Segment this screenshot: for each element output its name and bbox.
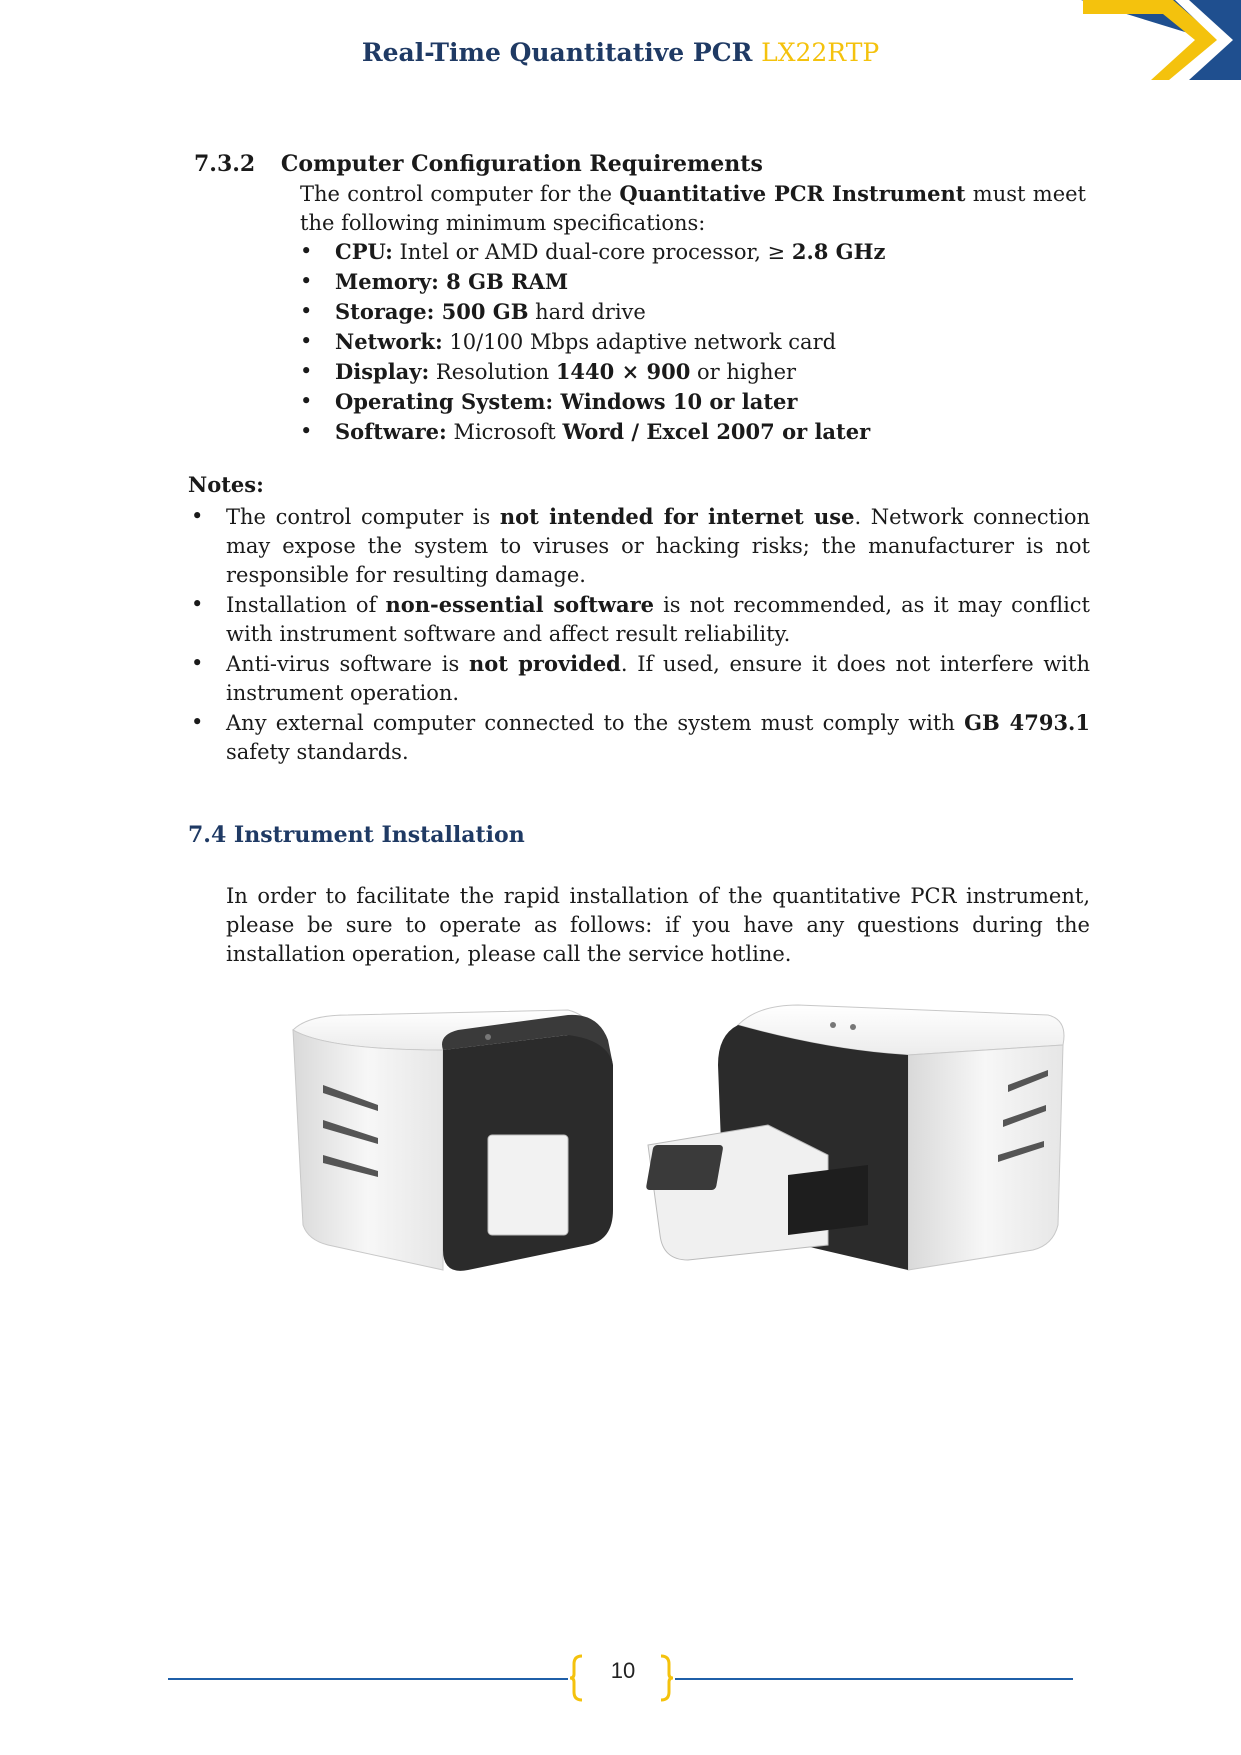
intro-bold: Quantitative PCR Instrument — [619, 181, 966, 206]
note-item: • Anti-virus software is not provided. If used, ensure it does not interfere with instrument operation. — [188, 649, 1090, 708]
spec-item: • Operating System: Windows 10 or later — [300, 387, 1086, 417]
section-intro — [300, 179, 1086, 238]
spec-item: • CPU: Intel or AMD dual-core processor, ≥ 2.8 GHz — [300, 237, 1086, 267]
spec-item: • Network: 10/100 Mbps adaptive network card — [300, 327, 1086, 357]
section-heading-732 — [194, 151, 763, 177]
notes-list — [188, 502, 1090, 767]
spec-item: • Display: Resolution 1440 × 900 or higher — [300, 357, 1086, 387]
header-model: LX22RTP — [761, 38, 880, 67]
intro-text: The control computer for the — [300, 182, 620, 206]
instrument-closed — [293, 1010, 613, 1271]
spec-list — [300, 237, 1086, 447]
header-title — [0, 38, 1241, 67]
footer-line-left — [168, 1678, 568, 1680]
spec-item: • Memory: 8 GB RAM — [300, 267, 1086, 297]
section-heading-74: 7.4 Instrument Installation — [188, 822, 525, 848]
section-number: 7.3.2 — [194, 151, 256, 177]
installation-paragraph: In order to facilitate the rapid installation of the quantitative PCR instrument, please be sure to operate as follows: if you have any questions during the installation operation, please call the service hotline. — [226, 884, 1090, 966]
notes-title: Notes: — [188, 472, 264, 497]
section-title: Computer Configuration Requirements — [280, 151, 763, 177]
note-item: • The control computer is not intended for internet use. Network connection may expose the system to viruses or hacking risks; the manufacturer is not responsible for resulting damage. — [188, 502, 1090, 590]
note-item: • Installation of non-essential software is not recommended, as it may conflict with instrument software and affect result reliability. — [188, 590, 1090, 649]
instrument-open-drawer — [646, 1005, 1064, 1270]
page-number: 10 — [610, 1658, 636, 1683]
footer-line-right — [675, 1678, 1073, 1680]
pcr-instrument-illustration — [268, 995, 1153, 1300]
intro-text-end: must meet the following minimum specifications: — [300, 182, 1086, 235]
spec-item: • Software: Microsoft Word / Excel 2007 or later — [300, 417, 1086, 447]
spec-item: • Storage: 500 GB hard drive — [300, 297, 1086, 327]
notes-container — [188, 502, 1090, 767]
note-item: • Any external computer connected to the system must comply with GB 4793.1 safety standards. — [188, 708, 1090, 767]
header-title-prefix: Real-Time Quantitative PCR — [361, 38, 753, 67]
spec-list-container — [300, 237, 1086, 447]
